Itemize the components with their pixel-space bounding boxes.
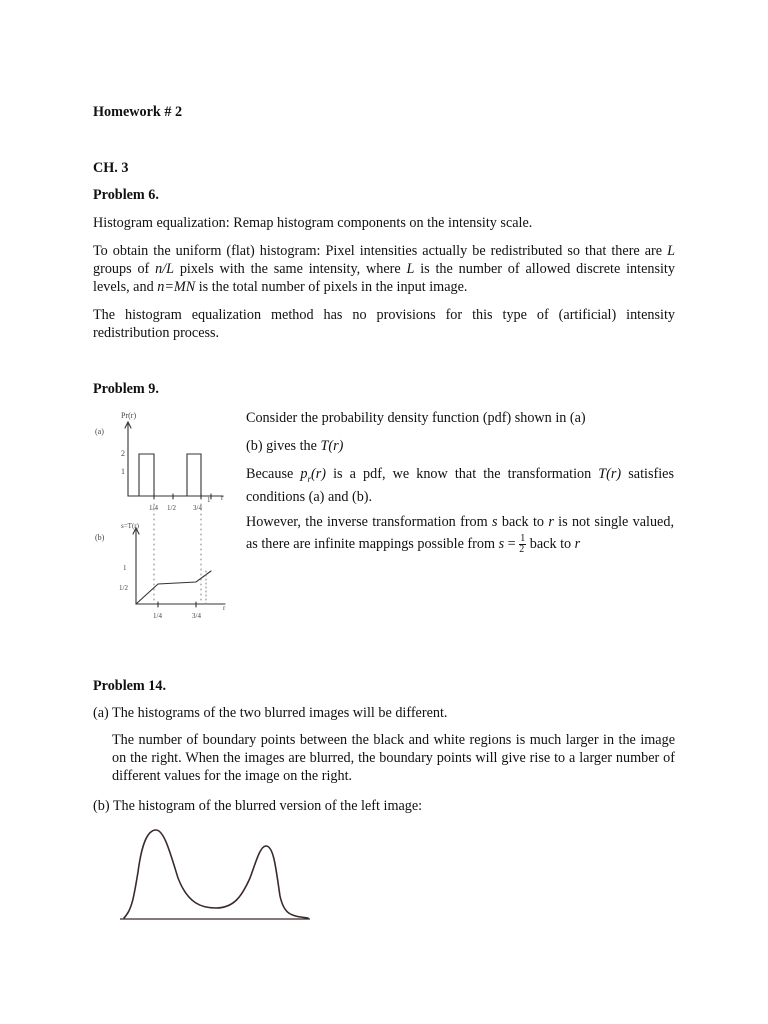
svg-text:1/4: 1/4 xyxy=(149,504,158,512)
sketch-a-axes xyxy=(128,424,223,496)
sketch-label-b: (b) xyxy=(95,533,105,542)
problem-6-paragraph-1: Histogram equalization: Remap histogram components on the intensity scale. xyxy=(93,215,533,231)
sketch-tr-label: s=T(r) xyxy=(121,522,139,530)
svg-text:1/2: 1/2 xyxy=(167,504,176,512)
histogram-curve xyxy=(124,830,308,918)
sketch-guides xyxy=(154,504,201,604)
sketch-label-a: (a) xyxy=(95,427,104,436)
problem-6-heading: Problem 6. xyxy=(93,187,159,203)
problem-9-line-4: However, the inverse transformation from s back to r is not single valued, as there are infinite mappings possible from s = $\frac{1}{2}$ back to r xyxy=(246,514,674,556)
problem-14-part-b: (b) The histogram of the blurred version of the left image: xyxy=(93,798,423,814)
problem-6-paragraph-3: The histogram equalization method has no provisions for this type of (artificial) intensity redistribution process. xyxy=(93,307,675,341)
problem-9-line-3: Because $p_r(r)$ is a pdf, we know that the transformation T(r) satisfies conditions (a) and (b). xyxy=(246,466,674,505)
problem-9-line-2: (b) gives the T(r) xyxy=(246,438,344,454)
pdf-transform-sketch xyxy=(93,404,243,628)
svg-text:1/2: 1/2 xyxy=(119,584,128,592)
svg-text:1: 1 xyxy=(121,467,125,476)
problem-9-line-1: Consider the probability density function (pdf) shown in (a) xyxy=(246,410,586,426)
svg-text:r: r xyxy=(221,494,224,502)
problem-14-heading: Problem 14. xyxy=(93,678,167,694)
svg-text:3/4: 3/4 xyxy=(192,612,201,620)
sketch-pr-label: Pr(r) xyxy=(121,411,137,420)
problem-6-paragraph-2: To obtain the uniform (flat) histogram: Pixel intensities actually be redistributed so that there are L groups of n/L pixels with the same intensity, where L is the number of allowed discrete intensity levels, and n=MN is the total number of pixels in the input image. xyxy=(93,243,675,295)
svg-text:1: 1 xyxy=(207,496,211,504)
fraction-one-half: $\frac{1}{2}$ xyxy=(519,533,526,556)
svg-text:r: r xyxy=(223,604,226,612)
blurred-histogram-sketch xyxy=(118,826,312,926)
chapter-heading: CH. 3 xyxy=(93,160,129,176)
homework-title: Homework # 2 xyxy=(93,104,183,120)
svg-text:1: 1 xyxy=(123,564,127,572)
sketch-a-left-pulse xyxy=(139,454,154,496)
svg-text:1/4: 1/4 xyxy=(153,612,162,620)
problem-14-part-a-detail: The number of boundary points between the black and white regions is much larger in the image on the right. When the images are blurred, the boundary points will give rise to a larger number of different values for the image on the right. xyxy=(112,732,675,784)
problem-9-heading: Problem 9. xyxy=(93,381,159,397)
sketch-b-axes xyxy=(136,530,225,604)
svg-text:2: 2 xyxy=(121,449,125,458)
svg-text:3/4: 3/4 xyxy=(193,504,202,512)
sketch-b-transform-curve xyxy=(136,571,211,604)
problem-14-part-a: (a) The histograms of the two blurred images will be different. xyxy=(93,705,448,721)
sketch-a-right-pulse xyxy=(187,454,201,496)
